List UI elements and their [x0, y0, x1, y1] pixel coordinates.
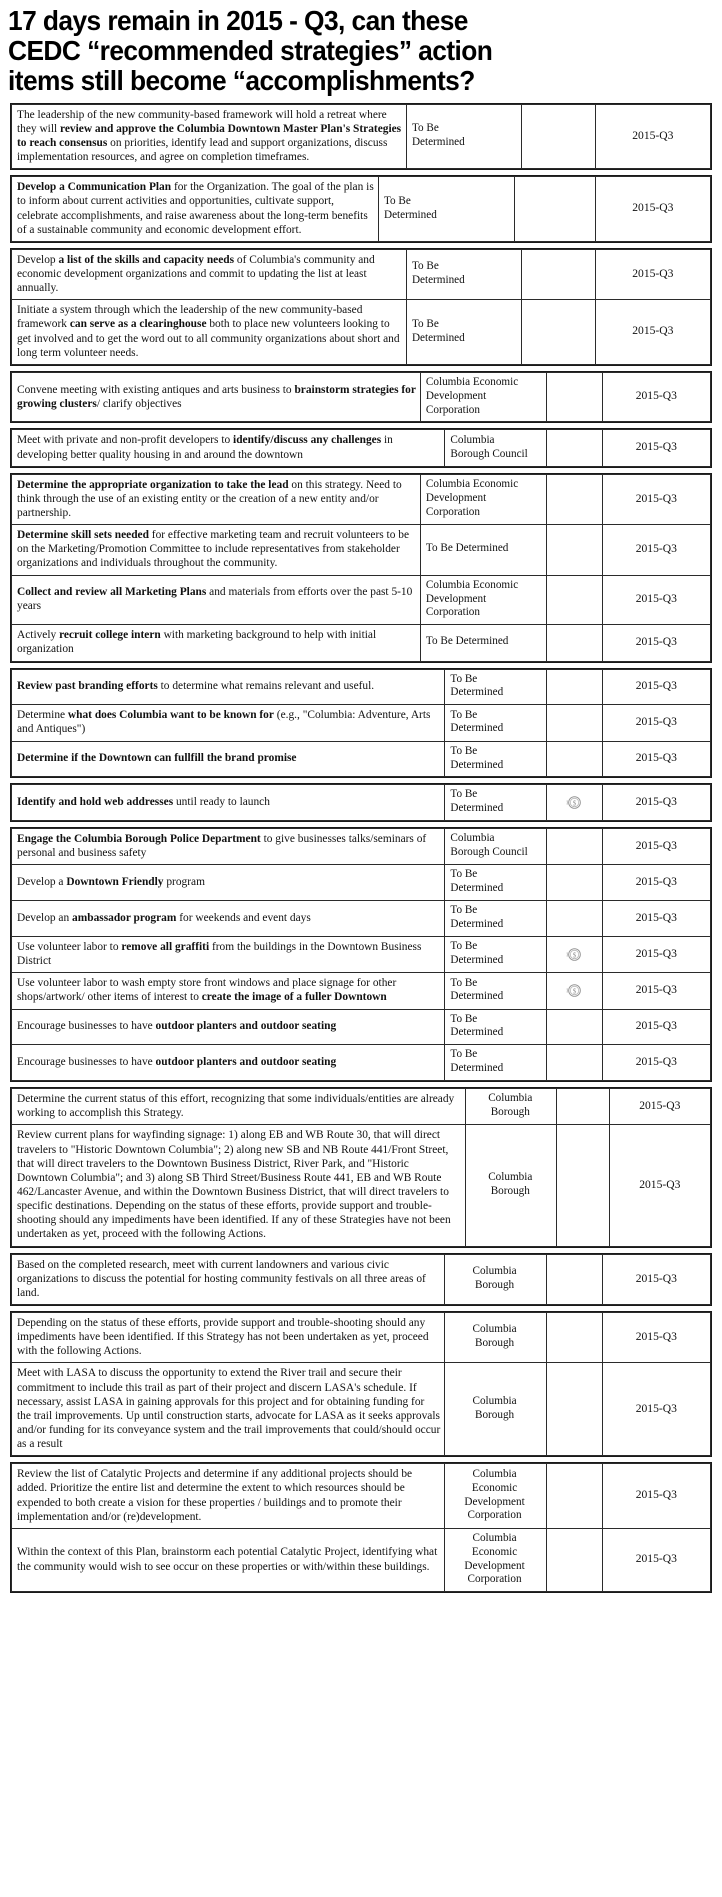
cost-indicator-cell: [546, 1009, 602, 1045]
cost-indicator-cell: [522, 104, 595, 169]
cost-indicator-cell: [515, 177, 595, 242]
table-row: [12, 1464, 711, 1529]
action-item-cell: Meet with LASA to discuss the opportunity to extend the River trail and secure their commitment to include this trail as part of their project and discern LASA's schedule. If necessary, assist LASA in gaining approvals for this project and for obtaining funding for the trail improvements. Up until construction starts, advocate for LASA as it seeks approvals and/or funding for its conveyance system and the trail improvements that could/should occur as a result: [12, 1363, 445, 1456]
strategy-table: [11, 249, 711, 365]
cost-indicator-cell: [546, 474, 602, 524]
action-item-cell: Depending on the status of these efforts, provide support and trouble-shooting should any impediments have been identified. If this Strategy has not been undertaken as yet, proceed with the following Actions.: [12, 1312, 445, 1362]
responsible-party-cell: Columbia Economic Development Corporation: [445, 1528, 546, 1592]
strategy-block: [10, 103, 712, 171]
table-row: [12, 1125, 711, 1246]
target-quarter-cell: 2015-Q3: [595, 104, 710, 169]
strategy-table: [11, 104, 711, 170]
target-quarter-cell: 2015-Q3: [609, 1125, 710, 1246]
responsible-party-cell: Columbia Borough: [466, 1089, 557, 1125]
target-quarter-cell: 2015-Q3: [602, 1009, 710, 1045]
target-quarter-cell: 2015-Q3: [602, 705, 710, 741]
action-item-cell: Collect and review all Marketing Plans and materials from efforts over the past 5-10 years: [12, 575, 421, 625]
table-row: [12, 785, 711, 821]
strategy-table: [11, 784, 711, 821]
cost-indicator-cell: [546, 829, 602, 865]
responsible-party-cell: Columbia Economic Development Corporation: [420, 474, 546, 524]
cost-indicator-cell: [546, 937, 602, 973]
action-item-cell: Develop an ambassador program for weekends and event days: [12, 901, 445, 937]
cost-indicator-cell: [546, 430, 602, 466]
page-headline: [0, 0, 722, 101]
cost-indicator-cell: [546, 669, 602, 705]
target-quarter-cell: 2015-Q3: [602, 1464, 710, 1529]
strategy-block: [10, 473, 712, 663]
svg-text:$: $: [572, 987, 576, 996]
table-row: [12, 865, 711, 901]
responsible-party-cell: To Be Determined: [445, 865, 546, 901]
responsible-party-cell: To Be Determined: [445, 741, 546, 777]
responsible-party-cell: To Be Determined: [445, 705, 546, 741]
action-item-cell: Convene meeting with existing antiques and arts business to brainstorm strategies for growing clusters/ clarify objectives: [12, 372, 421, 422]
svg-text:$: $: [572, 951, 576, 960]
cost-indicator-cell: [522, 300, 595, 365]
responsible-party-cell: Columbia Borough Council: [445, 430, 546, 466]
action-item-cell: Develop a Downtown Friendly program: [12, 865, 445, 901]
table-row: [12, 525, 711, 575]
responsible-party-cell: Columbia Borough: [466, 1125, 557, 1246]
strategy-block: [10, 248, 712, 366]
responsible-party-cell: To Be Determined: [445, 669, 546, 705]
cost-indicator-cell: [546, 1464, 602, 1529]
responsible-party-cell: To Be Determined: [445, 785, 546, 821]
target-quarter-cell: 2015-Q3: [602, 474, 710, 524]
action-item-cell: Determine the appropriate organization to take the lead on this strategy. Need to think through the use of an existing entity or the creation of a new entity and/or partnership.: [12, 474, 421, 524]
target-quarter-cell: 2015-Q3: [602, 525, 710, 575]
table-row: [12, 300, 711, 365]
strategy-block: [10, 1087, 712, 1247]
strategy-table: [11, 1463, 711, 1592]
action-item-cell: Review past branding efforts to determine what remains relevant and useful.: [12, 669, 445, 705]
table-row: [12, 104, 711, 169]
cost-indicator-cell: [546, 1363, 602, 1456]
action-item-cell: Initiate a system through which the leadership of the new community-based framework can serve as a clearinghouse both to place new volunteers looking to get involved and to get the word out to all community organizations about short and long term volunteer needs.: [12, 300, 407, 365]
strategy-table: [11, 1312, 711, 1456]
responsible-party-cell: To Be Determined: [445, 1009, 546, 1045]
target-quarter-cell: 2015-Q3: [602, 901, 710, 937]
responsible-party-cell: To Be Determined: [445, 973, 546, 1009]
strategy-block: [10, 827, 712, 1082]
table-row: [12, 1009, 711, 1045]
cost-indicator-cell: [546, 1312, 602, 1362]
target-quarter-cell: 2015-Q3: [602, 1045, 710, 1081]
responsible-party-cell: Columbia Borough: [445, 1254, 546, 1304]
table-row: [12, 372, 711, 422]
target-quarter-cell: 2015-Q3: [602, 625, 710, 661]
target-quarter-cell: 2015-Q3: [602, 575, 710, 625]
cost-indicator-cell: [546, 625, 602, 661]
dollar-circle-icon: [566, 946, 583, 963]
target-quarter-cell: 2015-Q3: [602, 372, 710, 422]
table-row: [12, 1528, 711, 1592]
headline-line-3: items still become “accomplishments?: [8, 65, 475, 97]
cost-indicator-cell: [546, 973, 602, 1009]
action-item-cell: Develop a Communication Plan for the Organization. The goal of the plan is to inform about current activities and opportunities, cultivate support, celebrate accomplishments, and raise awareness about the long-term benefits of a sustainable community and economic development effort.: [12, 177, 379, 242]
table-row: [12, 575, 711, 625]
table-row: [12, 474, 711, 524]
table-row: [12, 901, 711, 937]
strategy-block: [10, 428, 712, 467]
dollar-circle-icon: [566, 982, 583, 999]
strategy-table: [11, 828, 711, 1081]
target-quarter-cell: 2015-Q3: [602, 1528, 710, 1592]
action-item-cell: Engage the Columbia Borough Police Department to give businesses talks/seminars of personal and business safety: [12, 829, 445, 865]
strategy-table: [11, 1254, 711, 1305]
strategy-block: [10, 175, 712, 243]
cost-indicator-cell: [522, 249, 595, 299]
responsible-party-cell: To Be Determined: [406, 104, 521, 169]
strategy-table: [11, 1088, 711, 1246]
action-item-cell: Determine if the Downtown can fullfill the brand promise: [12, 741, 445, 777]
strategies-table-sheet: [0, 101, 722, 1609]
table-row: [12, 625, 711, 661]
table-row: [12, 669, 711, 705]
responsible-party-cell: Columbia Borough: [445, 1312, 546, 1362]
responsible-party-cell: To Be Determined: [420, 625, 546, 661]
strategy-table: [11, 429, 711, 466]
cost-indicator-cell: [546, 705, 602, 741]
target-quarter-cell: 2015-Q3: [602, 973, 710, 1009]
responsible-party-cell: Columbia Economic Development Corporation: [420, 575, 546, 625]
cost-indicator-cell: [546, 372, 602, 422]
svg-text:$: $: [572, 799, 576, 808]
action-item-cell: The leadership of the new community-based framework will hold a retreat where they will review and approve the Columbia Downtown Master Plan's Strategies to reach consensus on priorities, identify lead and support organizations, discuss implementation resources, and agree on completion timeframes.: [12, 104, 407, 169]
table-row: [12, 937, 711, 973]
action-item-cell: Encourage businesses to have outdoor planters and outdoor seating: [12, 1045, 445, 1081]
target-quarter-cell: 2015-Q3: [602, 1363, 710, 1456]
table-row: [12, 177, 711, 242]
table-row: [12, 1312, 711, 1362]
strategy-table: [11, 669, 711, 778]
cost-indicator-cell: [546, 785, 602, 821]
responsible-party-cell: To Be Determined: [420, 525, 546, 575]
responsible-party-cell: Columbia Economic Development Corporation: [445, 1464, 546, 1529]
strategy-block: [10, 1462, 712, 1593]
table-row: [12, 705, 711, 741]
target-quarter-cell: 2015-Q3: [602, 669, 710, 705]
action-item-cell: Use volunteer labor to remove all graffiti from the buildings in the Downtown Business District: [12, 937, 445, 973]
target-quarter-cell: 2015-Q3: [602, 829, 710, 865]
strategy-block: [10, 668, 712, 779]
target-quarter-cell: 2015-Q3: [602, 1254, 710, 1304]
cost-indicator-cell: [546, 1528, 602, 1592]
target-quarter-cell: 2015-Q3: [602, 430, 710, 466]
action-item-cell: Based on the completed research, meet with current landowners and various civic organizations to discuss the potential for hosting community festivals on all three areas of land.: [12, 1254, 445, 1304]
headline-line-2: CEDC “recommended strategies” action: [8, 35, 493, 67]
action-item-cell: Meet with private and non-profit developers to identify/discuss any challenges in developing better quality housing in and around the downtown: [12, 430, 445, 466]
action-item-cell: Actively recruit college intern with marketing background to help with initial organization: [12, 625, 421, 661]
responsible-party-cell: To Be Determined: [445, 1045, 546, 1081]
target-quarter-cell: 2015-Q3: [595, 249, 710, 299]
strategy-table: [11, 474, 711, 662]
action-item-cell: Review current plans for wayfinding signage: 1) along EB and WB Route 30, that will direct travelers to "Historic Downtown Columbia"; 2) along new SB and NB Route 441/Front Street, that will direct travelers to the Downtown Business District, River Park, and "Historic Downtown Columbia"; and 3) along SB Third Street/Business Route 441, EB and WB Route 462/Lancaster Avenue, and within the Downtown Business District, that will direct travelers to specific destinations. Depending on the status of these efforts, provide support and trouble-shooting should any impediments have been identified. If any of these Strategies have not been undertaken as yet, proceed with the following Actions.: [12, 1125, 466, 1246]
strategy-block: [10, 783, 712, 822]
table-row: [12, 1363, 711, 1456]
cost-indicator-cell: [557, 1125, 609, 1246]
action-item-cell: Identify and hold web addresses until ready to launch: [12, 785, 445, 821]
strategy-table: [11, 372, 711, 423]
action-item-cell: Encourage businesses to have outdoor planters and outdoor seating: [12, 1009, 445, 1045]
cost-indicator-cell: [546, 741, 602, 777]
strategy-block: [10, 1311, 712, 1457]
target-quarter-cell: 2015-Q3: [595, 177, 710, 242]
target-quarter-cell: 2015-Q3: [595, 300, 710, 365]
target-quarter-cell: 2015-Q3: [602, 865, 710, 901]
responsible-party-cell: To Be Determined: [445, 901, 546, 937]
table-row: [12, 430, 711, 466]
table-row: [12, 1045, 711, 1081]
cost-indicator-cell: [546, 901, 602, 937]
action-item-cell: Determine skill sets needed for effective marketing team and recruit volunteers to be on the Marketing/Promotion Committee to include representatives from stakeholder organizations and individuals throughout the community.: [12, 525, 421, 575]
responsible-party-cell: To Be Determined: [406, 249, 521, 299]
cost-indicator-cell: [546, 575, 602, 625]
headline-line-1: 17 days remain in 2015 - Q3, can these: [8, 5, 468, 36]
strategy-block: [10, 371, 712, 424]
target-quarter-cell: 2015-Q3: [602, 785, 710, 821]
table-row: [12, 1254, 711, 1304]
target-quarter-cell: 2015-Q3: [609, 1089, 710, 1125]
strategy-block: [10, 1253, 712, 1306]
responsible-party-cell: To Be Determined: [378, 177, 514, 242]
table-row: [12, 249, 711, 299]
responsible-party-cell: Columbia Borough Council: [445, 829, 546, 865]
dollar-circle-icon: [566, 794, 583, 811]
cost-indicator-cell: [546, 525, 602, 575]
responsible-party-cell: Columbia Borough: [445, 1363, 546, 1456]
responsible-party-cell: To Be Determined: [406, 300, 521, 365]
action-item-cell: Determine what does Columbia want to be known for (e.g., "Columbia: Adventure, Arts and Antiques"): [12, 705, 445, 741]
action-item-cell: Within the context of this Plan, brainstorm each potential Catalytic Project, identifying what the community would wish to see occur on these properties or with/within these buildings.: [12, 1528, 445, 1592]
action-item-cell: Determine the current status of this effort, recognizing that some individuals/entities are already working to accomplish this Strategy.: [12, 1089, 466, 1125]
cost-indicator-cell: [546, 865, 602, 901]
action-item-cell: Develop a list of the skills and capacity needs of Columbia's community and economic development organizations and commit to updating the list at least annually.: [12, 249, 407, 299]
table-row: [12, 829, 711, 865]
table-row: [12, 741, 711, 777]
target-quarter-cell: 2015-Q3: [602, 937, 710, 973]
cost-indicator-cell: [546, 1045, 602, 1081]
table-row: [12, 973, 711, 1009]
cost-indicator-cell: [557, 1089, 609, 1125]
strategy-table: [11, 176, 711, 242]
target-quarter-cell: 2015-Q3: [602, 1312, 710, 1362]
action-item-cell: Review the list of Catalytic Projects and determine if any additional projects should be added. Prioritize the entire list and determine the extent to which resources should be expended to both create a vision for these properties / buildings and to promote their implementation and/or (re)development.: [12, 1464, 445, 1529]
responsible-party-cell: Columbia Economic Development Corporation: [420, 372, 546, 422]
responsible-party-cell: To Be Determined: [445, 937, 546, 973]
table-row: [12, 1089, 711, 1125]
target-quarter-cell: 2015-Q3: [602, 741, 710, 777]
cost-indicator-cell: [546, 1254, 602, 1304]
action-item-cell: Use volunteer labor to wash empty store front windows and place signage for other shops/artwork/ other items of interest to create the image of a fuller Downtown: [12, 973, 445, 1009]
